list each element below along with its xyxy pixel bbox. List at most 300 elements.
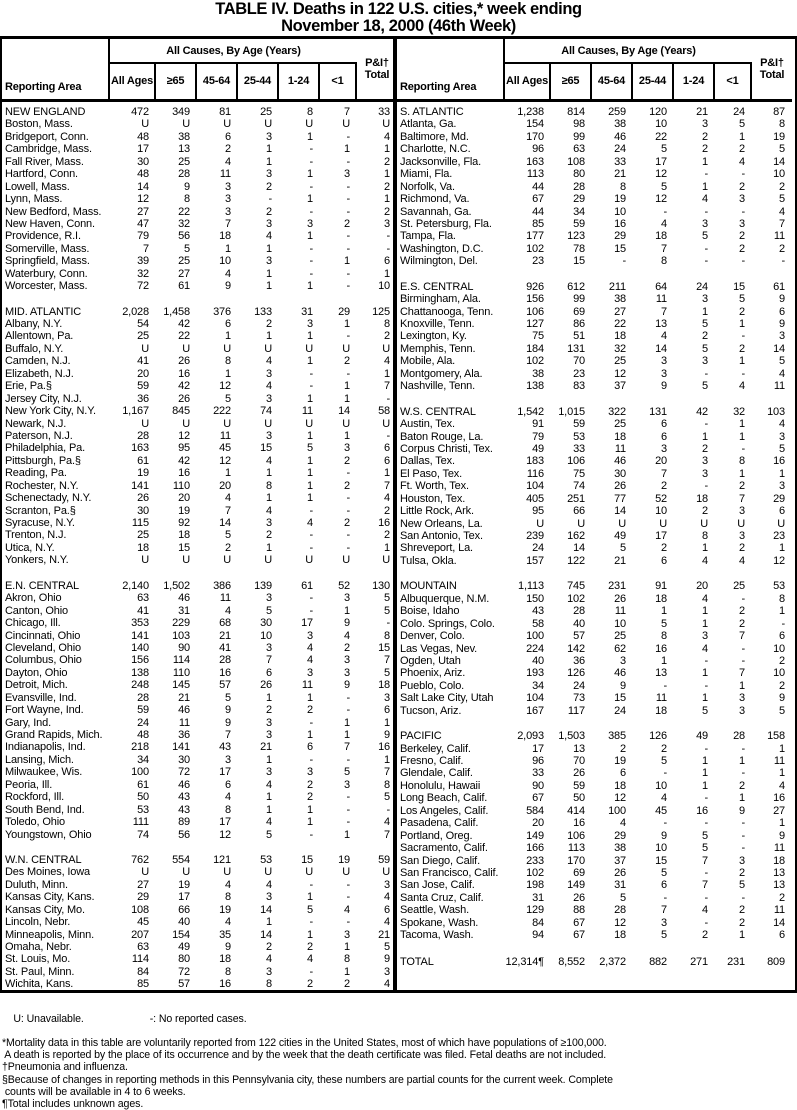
value-cell: - <box>346 367 350 380</box>
value-cell: 20 <box>137 367 149 380</box>
table-row <box>397 455 792 467</box>
value-cell: 149 <box>526 829 544 842</box>
value-cell: 12 <box>219 454 231 467</box>
value-cell: 554 <box>172 853 190 866</box>
reporting-area-cell: Tulsa, Okla. <box>400 554 457 567</box>
section-row <box>397 730 792 742</box>
value-cell: - <box>309 529 313 542</box>
value-cell: 1 <box>344 143 350 156</box>
section-row <box>397 106 792 118</box>
table-row <box>397 493 792 505</box>
value-cell: 1 <box>307 928 313 941</box>
table-row <box>397 892 792 904</box>
value-cell: 5 <box>344 766 350 779</box>
table-row <box>397 431 792 443</box>
value-cell: 16 <box>378 741 390 754</box>
reporting-area-cell: Washington, D.C. <box>400 242 484 255</box>
reporting-area-cell: Little Rock, Ark. <box>400 505 474 518</box>
value-cell: 3 <box>266 255 272 268</box>
value-cell: 6 <box>779 305 785 318</box>
value-cell: 9 <box>739 804 745 817</box>
value-cell: - <box>741 168 745 181</box>
table-row <box>397 680 792 692</box>
value-cell: 3 <box>307 318 313 330</box>
value-cell: - <box>309 155 313 168</box>
table-row <box>397 181 792 193</box>
value-cell: 2 <box>739 305 745 318</box>
value-cell: - <box>346 280 350 293</box>
value-cell: 7 <box>143 242 149 255</box>
value-cell: 25 <box>260 106 272 118</box>
value-cell: 9 <box>344 679 350 692</box>
value-cell: U <box>382 417 390 430</box>
table-row <box>397 355 792 367</box>
value-cell: - <box>704 255 708 268</box>
value-cell: 17 <box>655 530 667 542</box>
value-cell: 72 <box>137 280 149 293</box>
value-cell: 1 <box>702 692 708 705</box>
value-cell: 108 <box>567 155 585 168</box>
reporting-area-cell: Peoria, Ill. <box>5 778 53 791</box>
value-cell: 139 <box>254 579 272 592</box>
reporting-area-cell: Pittsburgh, Pa.§ <box>5 454 81 467</box>
table-row <box>397 929 792 941</box>
value-cell: - <box>309 255 313 268</box>
value-cell: 27 <box>178 267 190 280</box>
value-cell: 1 <box>307 816 313 829</box>
value-cell: 3 <box>344 654 350 667</box>
value-cell: 38 <box>614 842 626 855</box>
value-cell: 37 <box>614 854 626 867</box>
reporting-area-cell: Las Vegas, Nev. <box>400 642 478 655</box>
value-cell: 2 <box>307 704 313 717</box>
value-cell: 141 <box>131 479 149 492</box>
value-cell: 32 <box>733 405 745 418</box>
value-cell: 9 <box>779 293 785 306</box>
value-cell: 3 <box>702 455 708 468</box>
value-cell: 12,314¶ <box>505 955 544 968</box>
value-cell: 9 <box>779 692 785 705</box>
value-cell: 10 <box>773 642 785 655</box>
value-cell: 50 <box>137 791 149 804</box>
value-cell: 111 <box>132 816 149 829</box>
footnote-legend <box>2 1001 795 1037</box>
value-cell: 2 <box>779 891 785 904</box>
value-cell: 8 <box>661 255 667 268</box>
value-cell: 1 <box>266 267 272 280</box>
reporting-area-cell: Kansas City, Mo. <box>5 903 85 916</box>
pi-total-header <box>752 39 792 99</box>
value-cell: - <box>386 392 390 405</box>
value-cell: 110 <box>172 479 190 492</box>
value-cell: 2,028 <box>122 305 149 318</box>
value-cell: 1 <box>225 467 231 480</box>
value-cell: 9 <box>384 953 390 966</box>
value-cell: 18 <box>773 854 785 867</box>
value-cell: 31 <box>178 604 190 617</box>
value-cell: 11 <box>773 842 785 855</box>
reporting-area-cell: Buffalo, N.Y. <box>5 342 64 355</box>
table-row <box>2 966 393 978</box>
value-cell: 98 <box>573 118 585 131</box>
value-cell: 87 <box>773 106 785 118</box>
value-cell: 67 <box>532 193 544 206</box>
reporting-area-cell: Ogden, Utah <box>400 654 461 667</box>
value-cell: 3 <box>266 217 272 230</box>
value-cell: - <box>781 255 785 268</box>
value-cell: 1 <box>266 330 272 343</box>
value-cell: 2 <box>384 330 390 343</box>
value-cell: 138 <box>131 666 149 679</box>
value-cell: 36 <box>137 392 149 405</box>
value-cell: 33 <box>614 155 626 168</box>
value-cell: 1,502 <box>163 579 190 592</box>
value-cell: 145 <box>172 679 190 692</box>
value-cell: 3 <box>225 193 231 206</box>
value-cell: - <box>663 767 667 780</box>
reporting-area-cell: Columbus, Ohio <box>5 654 82 667</box>
value-cell: 29 <box>137 891 149 904</box>
value-cell: 140 <box>131 641 149 654</box>
value-cell: 5 <box>702 342 708 355</box>
table-row <box>2 779 393 791</box>
value-cell: - <box>386 617 390 630</box>
value-cell: 96 <box>532 143 544 156</box>
value-cell: 745 <box>567 580 585 593</box>
value-cell: U <box>141 554 149 567</box>
table-row <box>397 542 792 554</box>
reporting-area-cell: Denver, Colo. <box>400 630 465 643</box>
section-row <box>397 281 792 293</box>
reporting-area-cell: San Diego, Calif. <box>400 854 480 867</box>
footnote-line: counts will be available in 4 to 6 weeks. <box>2 1085 186 1098</box>
value-cell: 34 <box>137 753 149 766</box>
value-cell: 6 <box>779 505 785 518</box>
value-cell: - <box>309 878 313 891</box>
value-cell: 9 <box>225 704 231 717</box>
value-cell: 91 <box>655 580 667 593</box>
value-cell: 1 <box>344 716 350 729</box>
value-cell: 17 <box>219 766 231 779</box>
value-cell: 29 <box>773 492 785 505</box>
value-cell: 61 <box>137 454 149 467</box>
table-row <box>2 355 393 367</box>
value-cell: U <box>342 866 350 879</box>
legend-unavailable: U: Unavailable. <box>13 1013 84 1026</box>
value-cell: 8 <box>620 180 626 193</box>
value-cell: - <box>704 742 708 755</box>
value-cell: 15 <box>733 280 745 293</box>
value-cell: 48 <box>137 130 149 143</box>
value-cell: 13 <box>655 667 667 680</box>
value-cell: - <box>741 330 745 343</box>
reporting-area-cell: Phoenix, Ariz. <box>400 667 466 680</box>
value-cell: 108 <box>131 903 149 916</box>
value-cell: 1 <box>266 242 272 255</box>
value-cell: U <box>264 866 272 879</box>
reporting-area-cell: Syracuse, N.Y. <box>5 517 75 529</box>
value-cell: 1 <box>344 604 350 617</box>
value-cell: 10 <box>773 667 785 680</box>
value-cell: 15 <box>655 854 667 867</box>
value-cell: 2 <box>307 941 313 953</box>
value-cell: 26 <box>137 492 149 505</box>
pi-total-header-line2: Total <box>759 69 785 81</box>
value-cell: 1 <box>384 168 390 181</box>
value-cell: - <box>781 617 785 630</box>
value-cell: 6 <box>384 454 390 467</box>
value-cell: 15 <box>301 853 313 866</box>
value-cell: - <box>346 330 350 343</box>
reporting-area-cell: San Jose, Calif. <box>400 879 475 892</box>
value-cell: 33 <box>532 767 544 780</box>
value-cell: 9 <box>779 829 785 842</box>
value-cell: 1 <box>739 418 745 431</box>
value-cell: 19 <box>137 467 149 480</box>
table-row <box>397 643 792 655</box>
value-cell: - <box>309 180 313 193</box>
value-cell: 3 <box>702 293 708 306</box>
value-cell: 81 <box>219 106 231 118</box>
value-cell: 102 <box>526 355 544 368</box>
value-cell: 90 <box>532 779 544 792</box>
value-cell: 167 <box>526 704 544 717</box>
value-cell: 3 <box>266 729 272 741</box>
value-cell: 1 <box>344 392 350 405</box>
value-cell: 8 <box>266 978 272 990</box>
value-cell: 100 <box>608 804 626 817</box>
table-row <box>2 654 393 666</box>
value-cell: 29 <box>573 193 585 206</box>
table-row <box>397 218 792 230</box>
value-cell: U <box>182 342 190 355</box>
value-cell: 13 <box>655 318 667 330</box>
value-cell: 2 <box>739 143 745 156</box>
table-row <box>397 168 792 180</box>
value-cell: 1 <box>661 605 667 618</box>
value-cell: - <box>741 742 745 755</box>
value-cell: 6 <box>307 741 313 754</box>
reporting-area-cell: Lincoln, Nebr. <box>5 916 71 929</box>
reporting-area-cell: Ft. Worth, Tex. <box>400 480 469 493</box>
value-cell: - <box>704 817 708 830</box>
value-cell: 2 <box>307 778 313 791</box>
table-row <box>397 743 792 755</box>
value-cell: 2 <box>266 529 272 542</box>
reporting-area-cell: Springfield, Mass. <box>5 255 90 268</box>
value-cell: - <box>704 205 708 218</box>
table-row <box>2 368 393 380</box>
reporting-area-cell: Akron, Ohio <box>5 592 62 605</box>
table-row <box>2 393 393 405</box>
table-row <box>2 605 393 617</box>
value-cell: 126 <box>567 667 585 680</box>
reporting-area-cell: TOTAL <box>400 955 434 968</box>
value-cell: 79 <box>532 430 544 443</box>
value-cell: 57 <box>573 630 585 643</box>
value-cell: 23 <box>532 255 544 268</box>
value-cell: 11 <box>773 230 785 243</box>
value-cell: 1 <box>739 467 745 480</box>
value-cell: 40 <box>573 617 585 630</box>
value-cell: - <box>663 891 667 904</box>
value-cell: 11 <box>301 679 313 692</box>
value-cell: 4 <box>266 380 272 393</box>
value-cell: 3 <box>266 367 272 380</box>
value-cell: 18 <box>614 330 626 343</box>
value-cell: 63 <box>573 143 585 156</box>
value-cell: 1 <box>266 143 272 156</box>
value-cell: 53 <box>137 803 149 816</box>
table-row <box>2 766 393 778</box>
reporting-area-cell: Charlotte, N.C. <box>400 143 471 156</box>
value-cell: 154 <box>526 118 544 131</box>
value-cell: 30 <box>137 504 149 517</box>
value-cell: - <box>309 205 313 218</box>
value-cell: - <box>386 803 390 816</box>
value-cell: 3 <box>266 517 272 529</box>
value-cell: 1 <box>779 742 785 755</box>
value-cell: 47 <box>137 217 149 230</box>
value-cell: 25 <box>137 529 149 542</box>
value-cell: 1,015 <box>558 405 585 418</box>
value-cell: 5 <box>661 180 667 193</box>
value-cell: 1 <box>344 318 350 330</box>
value-cell: 762 <box>131 853 149 866</box>
table-row <box>397 143 792 155</box>
table-row <box>2 904 393 916</box>
value-cell: 44 <box>532 205 544 218</box>
value-cell: 4 <box>266 355 272 368</box>
value-cell: 67 <box>532 792 544 805</box>
reporting-area-cell: Trenton, N.J. <box>5 529 67 542</box>
value-cell: 3 <box>661 916 667 929</box>
value-cell: 3 <box>266 716 272 729</box>
value-cell: 62 <box>614 642 626 655</box>
table-row <box>397 755 792 767</box>
value-cell: 133 <box>254 305 272 318</box>
value-cell: 405 <box>526 492 544 505</box>
value-cell: 5 <box>779 704 785 717</box>
value-cell: 2 <box>344 978 350 990</box>
left-table-half <box>2 39 397 990</box>
value-cell: 9 <box>344 617 350 630</box>
value-cell: 7 <box>661 242 667 255</box>
value-cell: 16 <box>614 217 626 230</box>
value-cell: - <box>346 916 350 929</box>
reporting-area-cell: PACIFIC <box>400 730 442 743</box>
table-row <box>397 306 792 318</box>
value-cell: 2 <box>739 342 745 355</box>
value-cell: 11 <box>773 380 785 393</box>
value-cell: - <box>741 367 745 380</box>
value-cell: 7 <box>225 504 231 517</box>
value-cell: U <box>223 866 231 879</box>
table-title-line2: November 18, 2000 (46th Week) <box>281 17 516 35</box>
total-row <box>397 956 792 968</box>
value-cell: 24 <box>614 704 626 717</box>
value-cell: 59 <box>137 704 149 717</box>
table-row <box>2 181 393 193</box>
value-cell: 102 <box>526 866 544 879</box>
value-cell: 5 <box>702 318 708 330</box>
table-row <box>397 780 792 792</box>
value-cell: 163 <box>131 442 149 455</box>
reporting-area-cell: Milwaukee, Wis. <box>5 766 83 779</box>
value-cell: 3 <box>225 205 231 218</box>
value-cell: 2 <box>739 480 745 493</box>
value-cell: 2 <box>344 355 350 368</box>
value-cell: 4 <box>702 642 708 655</box>
value-cell: - <box>704 866 708 879</box>
value-cell: 4 <box>702 554 708 567</box>
table-row <box>397 705 792 717</box>
table-row <box>397 343 792 355</box>
table-row <box>397 255 792 267</box>
value-cell: 18 <box>696 492 708 505</box>
value-cell: 51 <box>573 330 585 343</box>
table-row <box>2 679 393 691</box>
table-row <box>397 805 792 817</box>
value-cell: - <box>346 791 350 804</box>
reporting-area-cell: Schenectady, N.Y. <box>5 492 92 505</box>
value-cell: 42 <box>696 405 708 418</box>
value-cell: 2 <box>739 180 745 193</box>
table-row <box>2 118 393 130</box>
value-cell: 3 <box>739 530 745 542</box>
value-cell: 21 <box>696 106 708 118</box>
value-cell: 248 <box>131 679 149 692</box>
value-cell: 127 <box>526 318 544 330</box>
section-row <box>397 580 792 592</box>
value-cell: 54 <box>137 318 149 330</box>
value-cell: - <box>346 878 350 891</box>
reporting-area-cell: Worcester, Mass. <box>5 280 88 293</box>
value-cell: 2 <box>225 541 231 554</box>
value-cell: 16 <box>219 666 231 679</box>
value-cell: 6 <box>384 704 390 717</box>
value-cell: U <box>305 554 313 567</box>
value-cell: 11 <box>614 442 626 455</box>
value-cell: 163 <box>526 155 544 168</box>
value-cell: 5 <box>384 791 390 804</box>
reporting-area-cell: Wichita, Kans. <box>5 978 74 990</box>
value-cell: 4 <box>344 629 350 642</box>
value-cell: 30 <box>178 753 190 766</box>
value-cell: 43 <box>532 605 544 618</box>
footnote-lines <box>2 1037 795 1110</box>
value-cell: 1 <box>344 729 350 741</box>
value-cell: 2 <box>384 155 390 168</box>
value-cell: 2 <box>702 442 708 455</box>
value-cell: U <box>223 417 231 430</box>
value-cell: 3 <box>739 692 745 705</box>
reporting-area-cell: Mobile, Ala. <box>400 355 456 368</box>
value-cell: 9 <box>779 318 785 330</box>
value-cell: 2 <box>661 542 667 555</box>
value-cell: 30 <box>614 467 626 480</box>
value-cell: 46 <box>614 130 626 143</box>
value-cell: 64 <box>655 280 667 293</box>
value-cell: - <box>346 492 350 505</box>
value-cell: 1 <box>702 667 708 680</box>
value-cell: 7 <box>384 766 390 779</box>
value-cell: 45 <box>219 442 231 455</box>
value-cell: 3 <box>739 505 745 518</box>
value-cell: 41 <box>137 604 149 617</box>
value-cell: 14 <box>137 180 149 193</box>
value-cell: 6 <box>266 666 272 679</box>
